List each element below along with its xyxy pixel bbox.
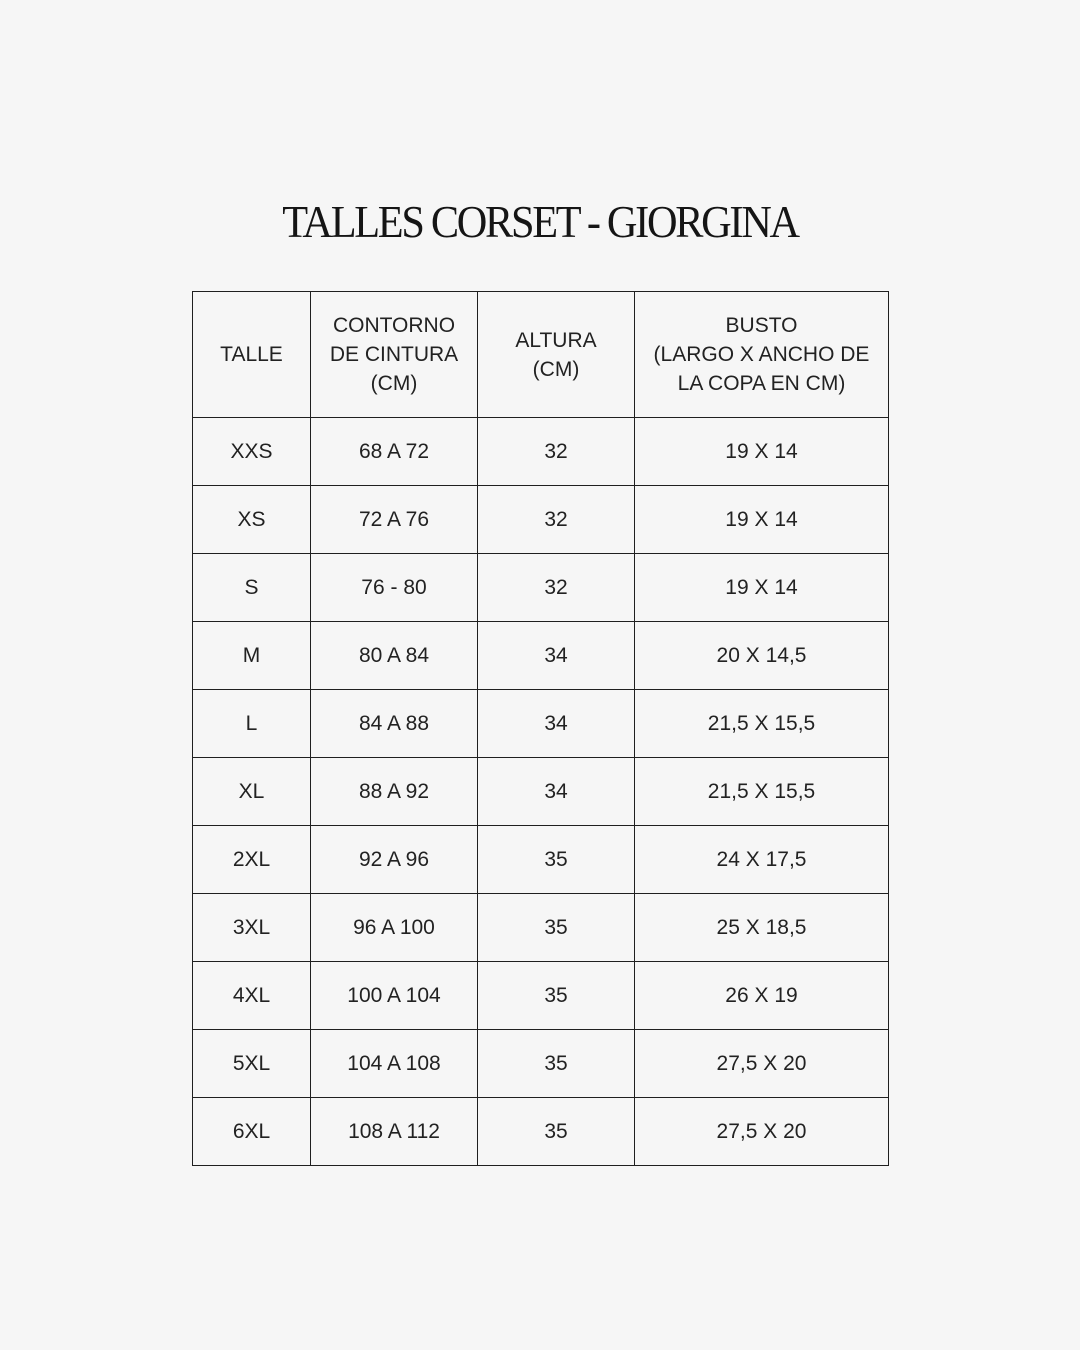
cell-talle: XXS: [193, 418, 311, 486]
cell-altura: 34: [478, 690, 635, 758]
cell-busto: 21,5 X 15,5: [635, 758, 889, 826]
cell-altura: 35: [478, 894, 635, 962]
cell-busto: 24 X 17,5: [635, 826, 889, 894]
cell-altura: 35: [478, 962, 635, 1030]
page-title: TALLES CORSET - GIORGINA: [282, 196, 798, 247]
table-row: [193, 690, 889, 758]
cell-altura: 35: [478, 1098, 635, 1166]
table-header-row: [193, 292, 889, 418]
cell-altura: 34: [478, 758, 635, 826]
header-talle: [193, 292, 311, 418]
cell-busto: 25 X 18,5: [635, 894, 889, 962]
cell-busto: 20 X 14,5: [635, 622, 889, 690]
cell-contorno: 80 A 84: [311, 622, 478, 690]
table-row: [193, 758, 889, 826]
cell-talle: 2XL: [193, 826, 311, 894]
cell-altura: 35: [478, 826, 635, 894]
table-body: [193, 418, 889, 1166]
cell-talle: L: [193, 690, 311, 758]
header-altura: [478, 292, 635, 418]
cell-contorno: 100 A 104: [311, 962, 478, 1030]
cell-talle: 5XL: [193, 1030, 311, 1098]
cell-contorno: 96 A 100: [311, 894, 478, 962]
cell-contorno: 104 A 108: [311, 1030, 478, 1098]
cell-talle: XS: [193, 486, 311, 554]
cell-busto: 19 X 14: [635, 554, 889, 622]
cell-talle: XL: [193, 758, 311, 826]
header-altura-line-2: (CM): [532, 357, 580, 381]
cell-contorno: 84 A 88: [311, 690, 478, 758]
table-row: [193, 1098, 889, 1166]
header-contorno-line-1: CONTORNO: [332, 314, 456, 337]
cell-busto: 19 X 14: [635, 418, 889, 486]
header-contorno-line-2: DE CINTURA: [329, 343, 459, 366]
cell-altura: 35: [478, 1030, 635, 1098]
table-row: [193, 894, 889, 962]
header-busto: [635, 292, 889, 418]
cell-busto: 26 X 19: [635, 962, 889, 1030]
cell-talle: 4XL: [193, 962, 311, 1030]
table-row: [193, 826, 889, 894]
cell-talle: 6XL: [193, 1098, 311, 1166]
cell-contorno: 76 - 80: [311, 554, 478, 622]
table-row: [193, 554, 889, 622]
cell-busto: 27,5 X 20: [635, 1098, 889, 1166]
cell-talle: S: [193, 554, 311, 622]
header-talle-line: TALLE: [220, 343, 283, 366]
cell-contorno: 68 A 72: [311, 418, 478, 486]
cell-contorno: 108 A 112: [311, 1098, 478, 1166]
cell-altura: 32: [478, 418, 635, 486]
table-row: [193, 418, 889, 486]
table-row: [193, 962, 889, 1030]
cell-altura: 32: [478, 486, 635, 554]
cell-altura: 32: [478, 554, 635, 622]
cell-busto: 19 X 14: [635, 486, 889, 554]
cell-busto: 27,5 X 20: [635, 1030, 889, 1098]
table-row: [193, 486, 889, 554]
cell-altura: 34: [478, 622, 635, 690]
cell-busto: 21,5 X 15,5: [635, 690, 889, 758]
header-altura-line-1: ALTURA: [515, 328, 597, 352]
header-busto-line-3: LA COPA EN CM): [677, 372, 846, 395]
cell-contorno: 88 A 92: [311, 758, 478, 826]
cell-talle: M: [193, 622, 311, 690]
header-contorno-cintura: [311, 292, 478, 418]
cell-contorno: 92 A 96: [311, 826, 478, 894]
table-row: [193, 622, 889, 690]
header-busto-line-1: BUSTO: [725, 314, 798, 337]
header-busto-line-2: (LARGO X ANCHO DE: [653, 343, 870, 366]
cell-contorno: 72 A 76: [311, 486, 478, 554]
table-row: [193, 1030, 889, 1098]
cell-talle: 3XL: [193, 894, 311, 962]
size-table: [192, 291, 889, 1166]
header-contorno-line-3: (CM): [370, 372, 418, 395]
